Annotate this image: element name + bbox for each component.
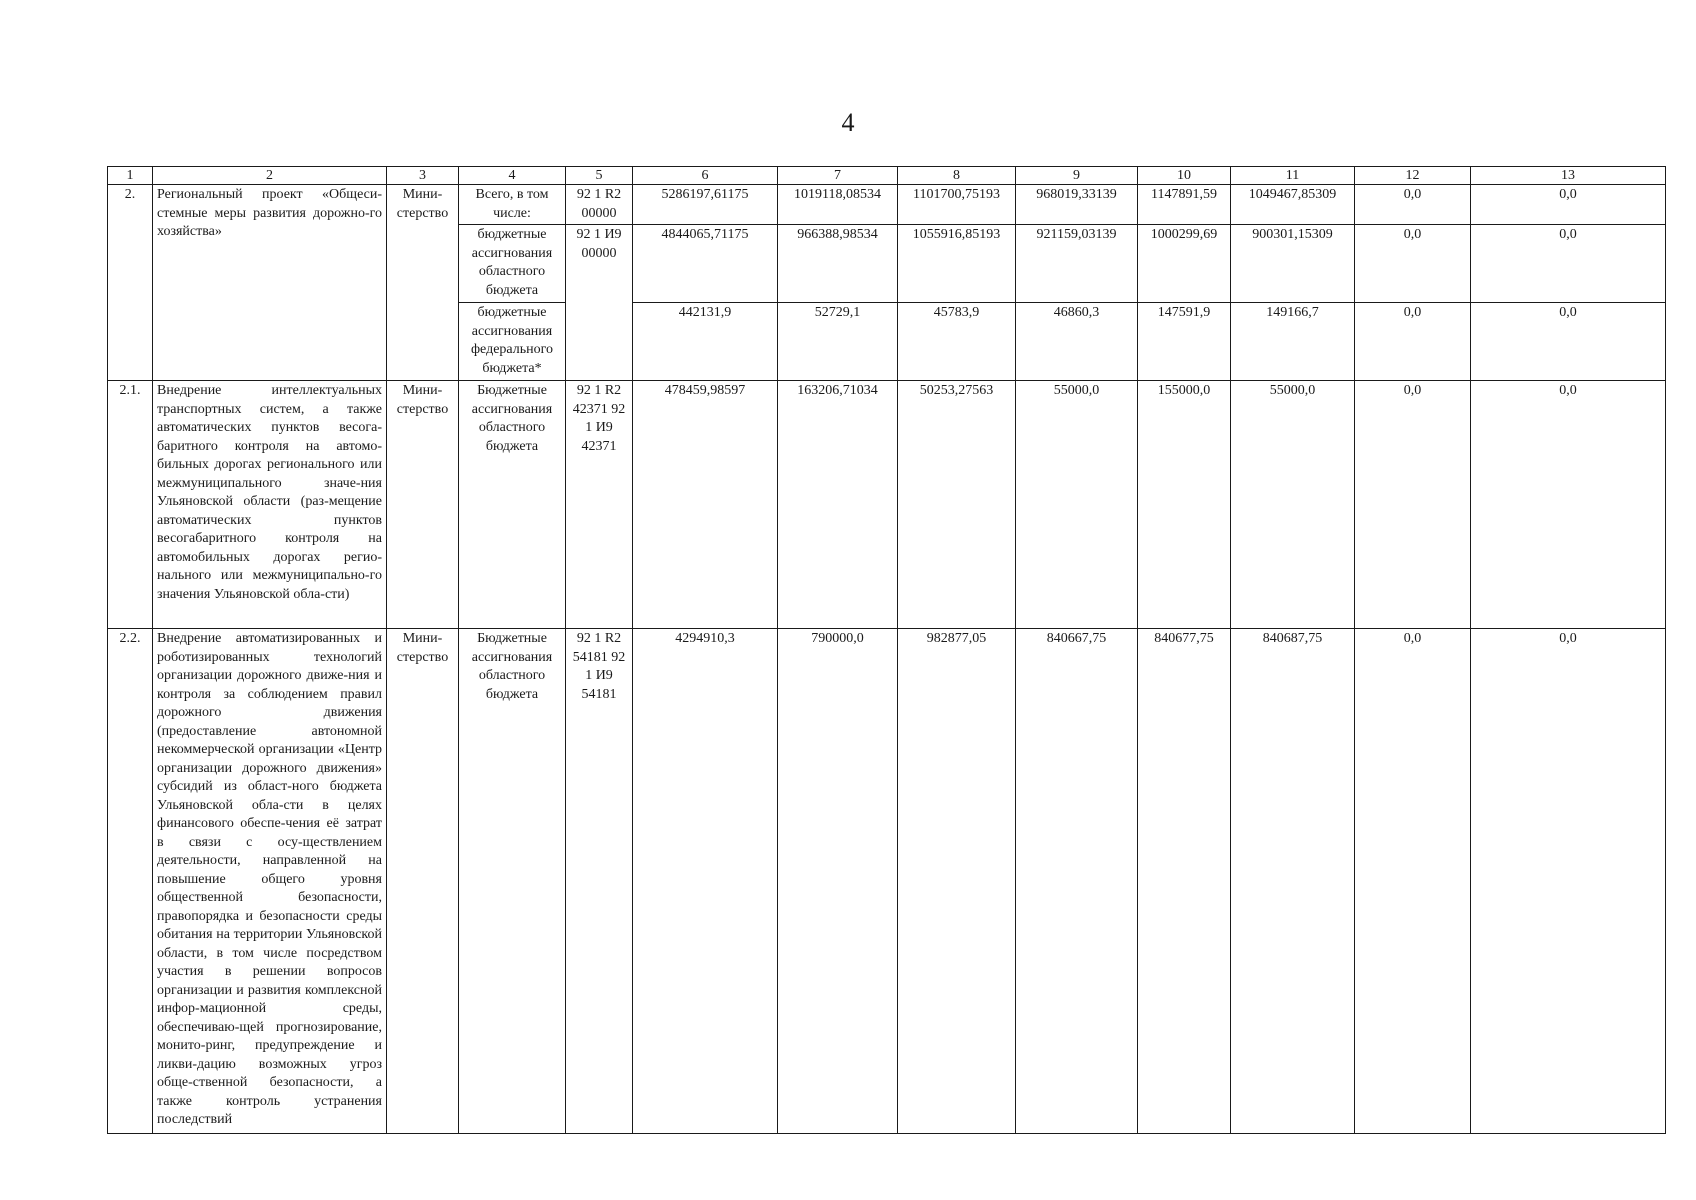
value-cell: 900301,15309	[1231, 225, 1355, 303]
value-cell: 52729,1	[778, 303, 898, 381]
row-number: 2.1.	[108, 381, 153, 629]
row-number: 2.	[108, 185, 153, 381]
value-cell: 1055916,85193	[898, 225, 1016, 303]
column-header: 7	[778, 167, 898, 185]
value-cell: 966388,98534	[778, 225, 898, 303]
column-header: 2	[153, 167, 387, 185]
value-cell: 0,0	[1471, 629, 1666, 1134]
value-cell: 50253,27563	[898, 381, 1016, 629]
value-cell: 0,0	[1355, 381, 1471, 629]
value-cell: 1147891,59	[1138, 185, 1231, 225]
value-cell: 4294910,3	[633, 629, 778, 1134]
value-cell: 442131,9	[633, 303, 778, 381]
value-cell: 840687,75	[1231, 629, 1355, 1134]
value-cell: 0,0	[1471, 225, 1666, 303]
value-cell: 0,0	[1355, 185, 1471, 225]
column-header-row	[108, 167, 1666, 185]
value-cell: 4844065,71175	[633, 225, 778, 303]
budget-code: 92 1 R2 42371 92 1 И9 42371	[566, 381, 633, 629]
activity-name: Внедрение интеллектуальных транспортных систем, а также автоматических пунктов весога-баритного контроля на автомо-бильных дорогах регионального или межмуниципального значе-ния Ульяновской области (раз-мещение автоматических пунктов весогабаритного контроля на автомобильных дорогах регио-нального или межмуниципально-го значения Ульяновской обла-сти)	[153, 381, 387, 629]
funding-source: Бюджетные ассигнования областного бюджета	[459, 629, 566, 1134]
value-cell: 155000,0	[1138, 381, 1231, 629]
funding-source: бюджетные ассигнования федерального бюджета*	[459, 303, 566, 381]
value-cell: 1000299,69	[1138, 225, 1231, 303]
value-cell: 163206,71034	[778, 381, 898, 629]
value-cell: 1019118,08534	[778, 185, 898, 225]
funding-source: Бюджетные ассигнования областного бюджета	[459, 381, 566, 629]
executor: Мини-стерство	[387, 381, 459, 629]
page-number: 4	[841, 108, 855, 137]
value-cell: 1049467,85309	[1231, 185, 1355, 225]
value-cell: 0,0	[1471, 381, 1666, 629]
project-name: Региональный проект «Общеси-стемные меры развития дорожно-го хозяйства»	[153, 185, 387, 381]
column-header: 6	[633, 167, 778, 185]
value-cell: 0,0	[1471, 303, 1666, 381]
column-header: 8	[898, 167, 1016, 185]
budget-table	[107, 166, 1666, 1134]
column-header: 1	[108, 167, 153, 185]
column-header: 10	[1138, 167, 1231, 185]
budget-code: 92 1 И9 00000	[566, 225, 633, 381]
table-row	[108, 185, 1666, 225]
value-cell: 0,0	[1355, 303, 1471, 381]
column-header: 3	[387, 167, 459, 185]
column-header: 11	[1231, 167, 1355, 185]
column-header: 12	[1355, 167, 1471, 185]
value-cell: 921159,03139	[1016, 225, 1138, 303]
value-cell: 968019,33139	[1016, 185, 1138, 225]
value-cell: 478459,98597	[633, 381, 778, 629]
executor: Мини-стерство	[387, 185, 459, 381]
budget-code: 92 1 R2 00000	[566, 185, 633, 225]
value-cell: 149166,7	[1231, 303, 1355, 381]
value-cell: 46860,3	[1016, 303, 1138, 381]
value-cell: 840667,75	[1016, 629, 1138, 1134]
value-cell: 0,0	[1355, 225, 1471, 303]
value-cell: 982877,05	[898, 629, 1016, 1134]
value-cell: 55000,0	[1231, 381, 1355, 629]
funding-source: бюджетные ассигнования областного бюджета	[459, 225, 566, 303]
value-cell: 147591,9	[1138, 303, 1231, 381]
value-cell: 840677,75	[1138, 629, 1231, 1134]
row-number: 2.2.	[108, 629, 153, 1134]
value-cell: 0,0	[1471, 185, 1666, 225]
budget-code: 92 1 R2 54181 92 1 И9 54181	[566, 629, 633, 1134]
column-header: 5	[566, 167, 633, 185]
activity-name: Внедрение автоматизированных и роботизированных технологий организации дорожного движе-ния и контроля за соблюдением правил дорожного движения (предоставление автономной некоммерческой организации «Центр организации дорожного движения» субсидий из област-ного бюджета Ульяновской обла-сти в целях финансового обеспе-чения её затрат в связи с осу-ществлением деятельности, направленной на повышение общего уровня общественной безопасности, правопорядка и безопасности среды обитания на территории Ульяновской области, в том числе посредством участия в решении вопросов организации и развития комплексной инфор-мационной среды, обеспечиваю-щей прогнозирование, монито-ринг, предупреждение и ликви-дацию возможных угроз обще-ственной безопасности, а также контроль устранения последствий	[153, 629, 387, 1134]
table-row	[108, 629, 1666, 1134]
value-cell: 0,0	[1355, 629, 1471, 1134]
value-cell: 1101700,75193	[898, 185, 1016, 225]
column-header: 4	[459, 167, 566, 185]
funding-source: Всего, в том числе:	[459, 185, 566, 225]
column-header: 9	[1016, 167, 1138, 185]
value-cell: 55000,0	[1016, 381, 1138, 629]
value-cell: 5286197,61175	[633, 185, 778, 225]
table-row	[108, 381, 1666, 629]
value-cell: 790000,0	[778, 629, 898, 1134]
column-header: 13	[1471, 167, 1666, 185]
executor: Мини-стерство	[387, 629, 459, 1134]
value-cell: 45783,9	[898, 303, 1016, 381]
